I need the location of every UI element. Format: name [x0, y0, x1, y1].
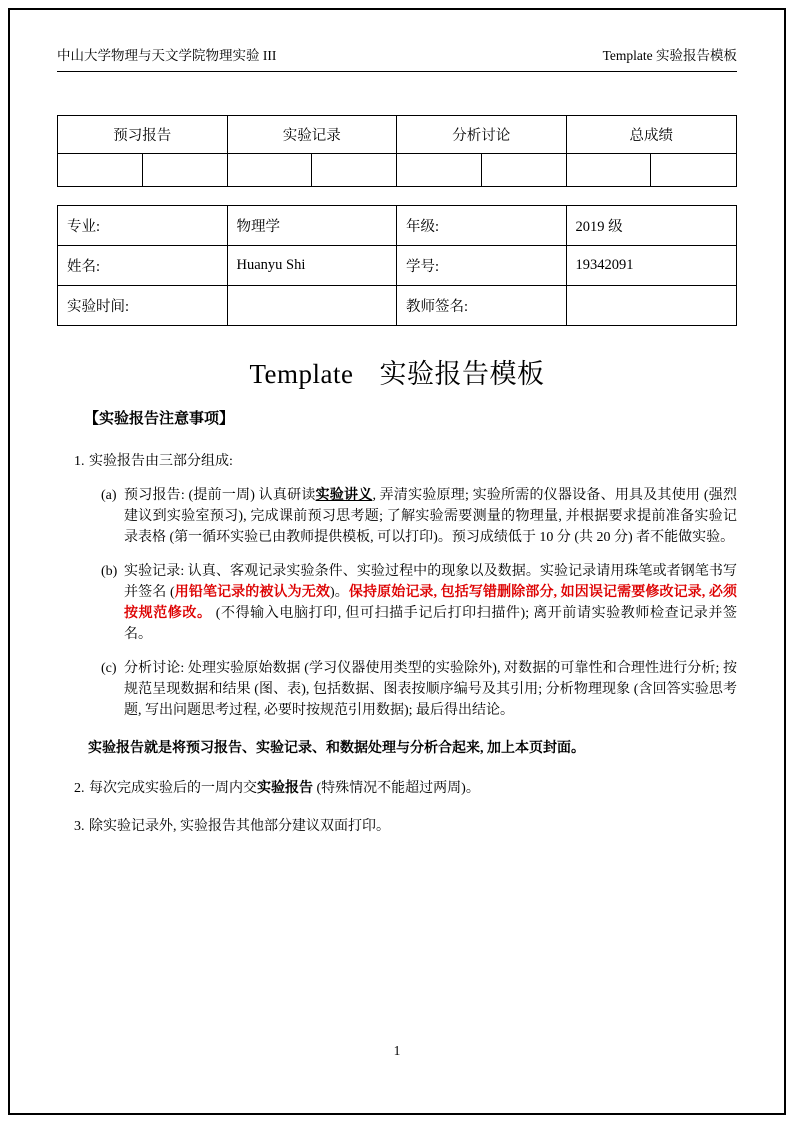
grade-table-score-row [58, 153, 736, 186]
notes-heading: 【实验报告注意事项】 [84, 411, 235, 427]
teacher-signature-label: 教师签名: [397, 286, 567, 325]
header-right-text: Template 实验报告模板 [602, 48, 737, 63]
text-run: (特殊情况不能超过两周)。 [313, 781, 480, 796]
info-row-name-id [58, 246, 736, 286]
student-id-label: 学号: [397, 246, 567, 285]
summary-statement: 实验报告就是将预习报告、实验记录、和数据处理与分析合起来, 加上本页封面。 [88, 741, 585, 756]
document-title-zh: 实验报告模板 [379, 359, 545, 389]
grade-score-cell [58, 154, 143, 186]
sub-item-a [101, 485, 737, 548]
list-item-2 [57, 778, 737, 799]
year-value: 2019 级 [575, 219, 623, 235]
text-run-bold-underline: 实验讲义 [315, 488, 373, 503]
header-left-text: 中山大学物理与天文学院物理实验 III [57, 48, 277, 63]
page-number: 1 [393, 1043, 401, 1058]
list-item-1-number: 1. [74, 454, 85, 469]
grade-score-cell [482, 154, 567, 186]
list-item-2-number: 2. [74, 781, 85, 796]
text-run-bold: 实验报告 [257, 781, 313, 796]
list-item-3-text: 除实验记录外, 实验报告其他部分建议双面打印。 [89, 819, 390, 834]
grade-table [57, 115, 737, 187]
document-title [57, 352, 737, 391]
grade-col-analysis-discussion: 分析讨论 [397, 116, 567, 153]
grade-score-cell [567, 154, 652, 186]
list-item-3 [57, 816, 737, 837]
grade-score-cell [228, 154, 313, 186]
major-label: 专业: [58, 206, 228, 245]
grade-col-preview-report: 预习报告 [58, 116, 228, 153]
sub-item-b-text [124, 561, 737, 645]
student-info-table [57, 205, 737, 326]
grade-table-header-row [58, 116, 736, 153]
teacher-signature-value [567, 286, 737, 325]
text-run: , 弄清实验原理; 实验所需的仪器设备、用具及其使用 (强烈建议到实验室预习), 完成课前预习思考题; 了解实验需要测量的物理量, 并根据要求提前准备实验记录表格 (第一循环实验已由教师提供模板, 可以打印)。预习成绩低于 10 分 (共 20 分) 者不能做实验。 [124, 488, 737, 545]
page-content [57, 8, 737, 837]
text-run: )。 [329, 585, 349, 600]
sub-item-c-text: 分析讨论: 处理实验原始数据 (学习仪器使用类型的实验除外), 对数据的可靠性和合理性进行分析; 按规范呈现数据和结果 (图、表), 包括数据、图表按顺序编号及其引用; 分析物理现象 (含回答实验思考题, 写出问题思考过程, 必要时按规范引用数据); 最后得出结论。 [124, 661, 737, 718]
student-id-value: 19342091 [575, 257, 634, 273]
grade-score-cell [143, 154, 228, 186]
info-row-time-signature [58, 286, 736, 325]
name-value: Huanyu Shi [228, 246, 398, 285]
grade-col-total-score: 总成绩 [629, 128, 673, 144]
info-row-major-grade [58, 206, 736, 246]
sub-item-c [101, 658, 737, 721]
document-title-en: Template [249, 359, 354, 389]
text-run: 预习报告: (提前一周) 认真研读 [124, 488, 316, 503]
major-value: 物理学 [228, 206, 398, 245]
list-item-1 [57, 451, 737, 472]
grade-score-cell [651, 154, 736, 186]
sub-item-c-label: (c) [101, 661, 117, 676]
grade-score-cell [312, 154, 397, 186]
sub-item-a-text [124, 485, 737, 548]
text-run: 每次完成实验后的一周内交 [89, 781, 257, 796]
sub-item-a-label: (a) [101, 488, 117, 503]
list-item-3-number: 3. [74, 819, 85, 834]
sub-item-b [101, 561, 737, 645]
grade-col-experiment-record: 实验记录 [228, 116, 398, 153]
experiment-time-label: 实验时间: [58, 286, 228, 325]
running-header [57, 44, 737, 72]
text-run-red-emphasis: 保持原始记录, 包括写错删除部分, 如因误记需要修改记录, 必须按规范修改。 [124, 585, 738, 621]
text-run-red-emphasis: 用铅笔记录的被认为无效 [174, 585, 330, 600]
grade-score-cell [397, 154, 482, 186]
text-run: 实验记录: 认真、客观记录实验条件、实验过程中的现象以及数据。实验记录请用珠笔或者钢笔书写并签名 ( [124, 564, 737, 600]
name-label: 姓名: [58, 246, 228, 285]
list-item-1-text: 实验报告由三部分组成: [89, 454, 233, 469]
year-label: 年级: [397, 206, 567, 245]
sub-item-b-label: (b) [101, 564, 118, 579]
text-run: (不得输入电脑打印, 但可扫描手记后打印扫描件); 离开前请实验教师检查记录并签名。 [124, 606, 738, 642]
experiment-time-value [228, 286, 398, 325]
list-item-2-text [89, 778, 737, 799]
